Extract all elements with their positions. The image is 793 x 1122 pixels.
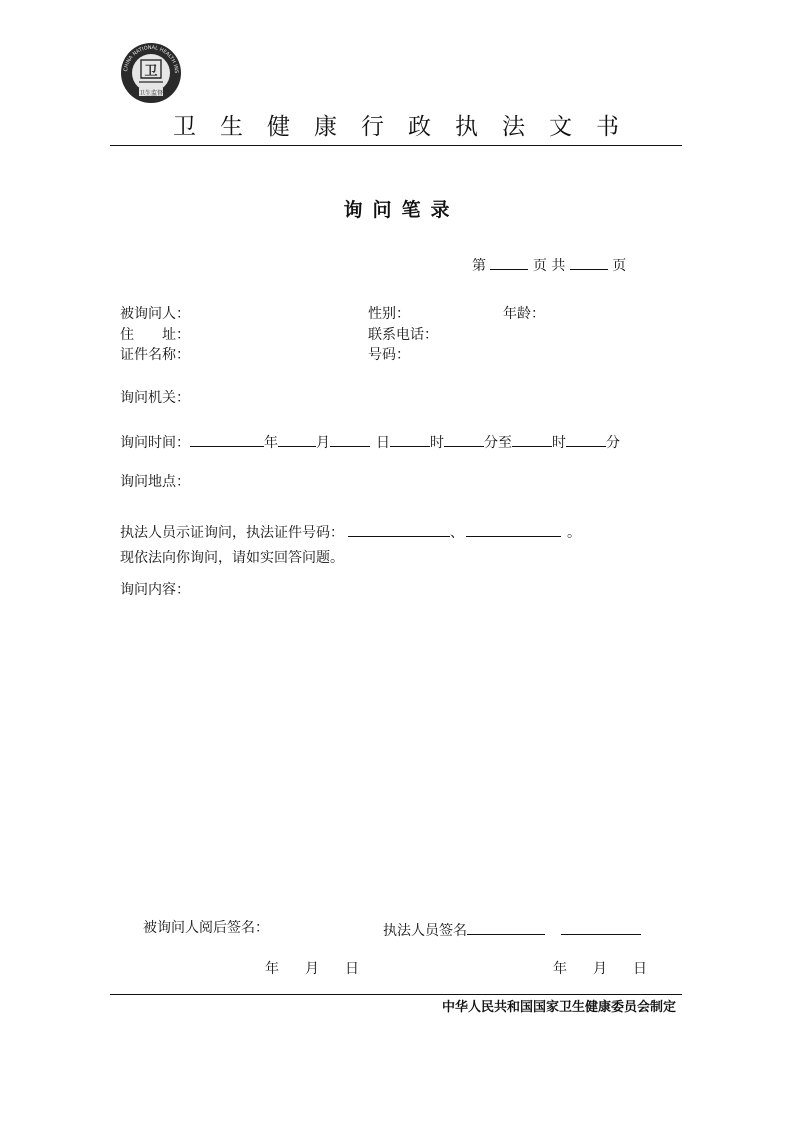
minute-to-label: 分至 xyxy=(484,435,512,451)
inquiry-time-row xyxy=(120,432,620,451)
emblem-bottom-text: 卫生监督 xyxy=(138,90,164,97)
emblem-center-char: 卫 xyxy=(144,64,158,79)
page-count-middle: 页 共 xyxy=(532,258,566,274)
hour2-blank[interactable] xyxy=(512,432,552,447)
address-label: 住 址： xyxy=(120,327,190,343)
day-label: 日 xyxy=(376,435,390,451)
id-number-label: 号码： xyxy=(368,347,410,363)
phone-label: 联系电话： xyxy=(368,327,438,343)
inquiry-content-label: 询问内容： xyxy=(120,582,190,598)
officer-signature-label: 执法人员签名 xyxy=(383,923,467,939)
month-blank[interactable] xyxy=(278,432,316,447)
header-divider xyxy=(110,145,682,146)
inquiry-location-label: 询问地点： xyxy=(120,474,190,490)
day-blank[interactable] xyxy=(330,432,370,447)
minute-blank[interactable] xyxy=(444,432,484,447)
respondent-date-month: 月 xyxy=(305,961,319,977)
officer-signature-1-blank[interactable] xyxy=(467,920,545,935)
gender-label: 性别： xyxy=(368,306,410,322)
officer-certificate-row xyxy=(120,522,581,541)
minute2-blank[interactable] xyxy=(566,432,606,447)
hour-label: 时 xyxy=(430,435,444,451)
page-total-blank[interactable] xyxy=(570,255,608,270)
officer-signature-row xyxy=(383,920,641,939)
respondent-signature-label: 被询问人阅后签名： xyxy=(143,920,269,936)
officer-date-month: 月 xyxy=(593,961,607,977)
document-title: 询问笔录 xyxy=(343,199,460,221)
page-count-suffix: 页 xyxy=(612,258,627,274)
certificate-period: 。 xyxy=(567,525,581,541)
respondent-date xyxy=(265,961,359,977)
hour2-label: 时 xyxy=(552,435,566,451)
month-label: 月 xyxy=(316,435,330,451)
age-label: 年龄： xyxy=(503,306,545,322)
certificate-number-2-blank[interactable] xyxy=(466,522,561,537)
id-name-label: 证件名称： xyxy=(120,347,190,363)
page-count xyxy=(472,255,626,274)
agency-label: 询问机关： xyxy=(120,390,190,406)
emblem-ring-text: CHINA NATIONAL HEALTH INS xyxy=(123,44,180,74)
respondent-date-day: 日 xyxy=(345,961,359,977)
respondent-label: 被询问人： xyxy=(120,306,190,322)
officer-date xyxy=(553,961,647,977)
footer-divider xyxy=(110,994,682,995)
certificate-statement: 执法人员示证询问，执法证件号码： xyxy=(120,525,344,541)
inquiry-notice: 现依法向你询问，请如实回答问题。 xyxy=(120,550,344,566)
header-title: 卫生健康行政执法文书 xyxy=(173,114,643,140)
officer-signature-2-blank[interactable] xyxy=(561,920,641,935)
inquiry-content-area[interactable] xyxy=(120,602,680,902)
year-label: 年 xyxy=(264,435,278,451)
officer-date-day: 日 xyxy=(633,961,647,977)
year-blank[interactable] xyxy=(190,432,264,447)
respondent-date-year: 年 xyxy=(265,961,279,977)
footer-organization: 中华人民共和国国家卫生健康委员会制定 xyxy=(441,1000,676,1015)
page-count-prefix: 第 xyxy=(472,258,486,274)
officer-date-year: 年 xyxy=(553,961,567,977)
certificate-number-1-blank[interactable] xyxy=(348,522,450,537)
health-inspection-emblem xyxy=(117,42,185,104)
inquiry-time-label: 询问时间： xyxy=(120,435,190,451)
page-number-blank[interactable] xyxy=(490,255,528,270)
hour-blank[interactable] xyxy=(390,432,430,447)
certificate-separator: 、 xyxy=(450,525,464,541)
minute2-label: 分 xyxy=(606,435,620,451)
